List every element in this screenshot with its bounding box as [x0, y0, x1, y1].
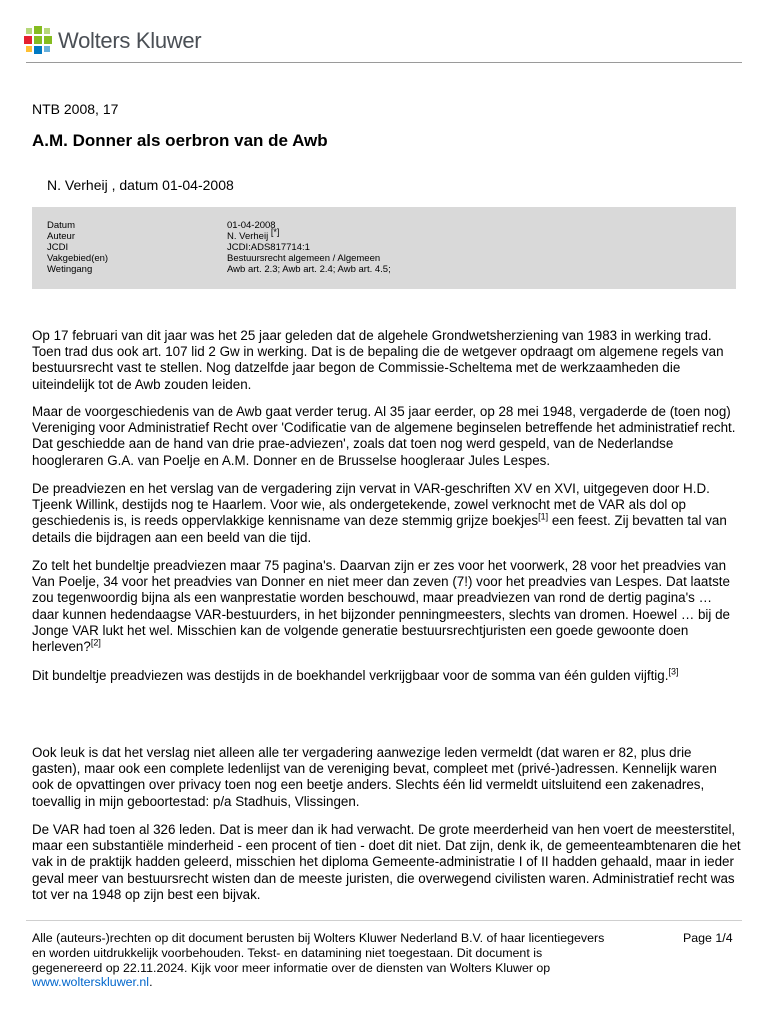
- footnote-link-2[interactable]: [2]: [90, 637, 101, 648]
- metadata-label: Datum: [47, 220, 75, 231]
- metadata-value: JCDI:ADS817714:1: [227, 242, 310, 253]
- metadata-value: Awb art. 2.3; Awb art. 2.4; Awb art. 4.5;: [227, 264, 391, 275]
- metadata-label: Vakgebied(en): [47, 253, 109, 264]
- footer-end: .: [149, 975, 153, 990]
- metadata-value: Bestuursrecht algemeen / Algemeen: [227, 253, 381, 264]
- footer-copyright-text: Alle (auteurs-)rechten op dit document berusten bij Wolters Kluwer Nederland B.V. of haar licentiegevers en worden uitdrukkelijk voorbehouden. Tekst- en datamining niet toegestaan. Dit document is gegenereerd op 22.11.2024. Kijk voor meer informatie over de diensten van Wolters Kluwer op: [32, 931, 605, 975]
- author-footnote-link[interactable]: [*]: [270, 226, 280, 237]
- paragraph-text: Ook leuk is dat het verslag niet alleen alle ter vergadering aanwezige leden vermeldt (dat waren er 82, plus drie gasten), maar ook een complete ledenlijst van de vereniging bevat, compleet met (privé-)adressen. Kennelijk waren ook de opvattingen over privacy toen nog een beetje anders. Slechts één lid vermeldt uitsluitend een zakenadres, toevallig in mijn geboortestad: p/a Stadhuis, Vlissingen.: [32, 745, 717, 809]
- paragraph-3: [32, 481, 742, 546]
- paragraph-text: Zo telt het bundeltje preadviezen maar 75 pagina's. Daarvan zijn er zes voor het voorwerk, 28 voor het preadvies van Van Poelje, 34 voor het preadvies van Donner en niet meer dan zeven (7!) voor het preadvies van Lespes. Dat laatste zou tegenwoordig bijna als een wanprestatie worden beschouwd, maar preadviezen van rond de dertig pagina's … daar kunnen hedendaagse VAR-bestuurders, in het bijzonder penningmeesters, slechts van dromen. Hoewel … bij de Jonge VAR lukt het wel. Misschien kan de volgende generatie bestuursrechtjuristen een goede gewoonte doen herleven?: [32, 558, 730, 655]
- wolters-kluwer-logo-icon: [24, 26, 52, 54]
- paragraph-1: [32, 328, 742, 393]
- metadata-box: [32, 207, 736, 289]
- paragraph-text: Op 17 februari van dit jaar was het 25 jaar geleden dat de algehele Grondwetsherziening van 1983 in werking trad. Toen trad dus ook art. 107 lid 2 Gw in werking. Dat is de bepaling die de wetgever opdraagt om algemene regels van bestuursrecht vast te stellen. Nog datzelfde jaar begon de Commissie-Scheltema met de werkzaamheden die uiteindelijk tot de Awb zouden leiden.: [32, 328, 724, 392]
- footer-copyright: [32, 931, 612, 990]
- paragraph-4: [32, 558, 742, 655]
- metadata-value: [227, 226, 280, 242]
- metadata-label: Auteur: [47, 231, 75, 242]
- footer-divider: [26, 920, 742, 921]
- brand-name: Wolters Kluwer: [58, 28, 202, 53]
- paragraph-5: [32, 668, 742, 684]
- author-name: N. Verheij: [227, 231, 269, 242]
- metadata-label: Wetingang: [47, 264, 93, 275]
- document-byline: N. Verheij , datum 01-04-2008: [47, 177, 234, 193]
- paragraph-text: De VAR had toen al 326 leden. Dat is meer dan ik had verwacht. De grote meerderheid van hen voert de meesterstitel, maar een substantiële minderheid - een procent of tien - doet dit niet. Dat zijn, denk ik, de gemeenteambtenaren die het vak in de praktijk hadden geleerd, misschien het diploma Gemeente-administratie I of II hadden gehaald, maar in ieder geval meer van bestuursrecht wisten dan de meeste juristen, die overwegend civilisten waren. Administratief recht was tot ver na 1948 op zijn best een bijvak.: [32, 822, 741, 902]
- paragraph-text: een feest. Zij bevatten tal van details die bijdragen aan een beeld van die tijd.: [32, 513, 727, 545]
- page-number: Page 1/4: [683, 931, 733, 945]
- metadata-value: 01-04-2008: [227, 220, 276, 231]
- footer-website-link[interactable]: www.wolterskluwer.nl: [32, 975, 150, 990]
- header-divider: [26, 62, 742, 63]
- paragraph-text: De preadviezen en het verslag van de vergadering zijn vervat in VAR-geschriften XV en XVI, uitgegeven door H.D. Tjeenk Willink, destijds nog te Haarlem. Voor wie, als ondergetekende, zowel verknocht met de VAR als dol op geschiedenis is, is reeds oppervlakkige kennisname van deze stemmig grijze boekjes: [32, 481, 710, 529]
- paragraph-6: [32, 745, 742, 810]
- paragraph-text: Dit bundeltje preadviezen was destijds in de boekhandel verkrijgbaar voor de somma van één gulden vijftig.: [32, 668, 669, 683]
- paragraph-2: [32, 404, 742, 469]
- paragraph-7: [32, 822, 742, 903]
- metadata-label: JCDI: [47, 242, 69, 253]
- document-reference: NTB 2008, 17: [32, 101, 119, 117]
- paragraph-text: Maar de voorgeschiedenis van de Awb gaat verder terug. Al 35 jaar eerder, op 28 mei 1948, vergaderde de (toen nog) Vereniging voor Administratief Recht over 'Codificatie van de algemene beginselen betreffende het administratief recht. Dat geschiedde aan de hand van drie prae-adviezen', zoals dat toen nog werd gespeld, van de Nederlandse hoogleraren G.A. van Poelje en A.M. Donner en de Brusselse hoogleraar Jules Lespes.: [32, 404, 736, 468]
- header: [0, 0, 768, 64]
- footnote-link-1[interactable]: [1]: [538, 511, 549, 522]
- document-title: A.M. Donner als oerbron van de Awb: [32, 131, 328, 150]
- footnote-link-3[interactable]: [3]: [668, 666, 679, 677]
